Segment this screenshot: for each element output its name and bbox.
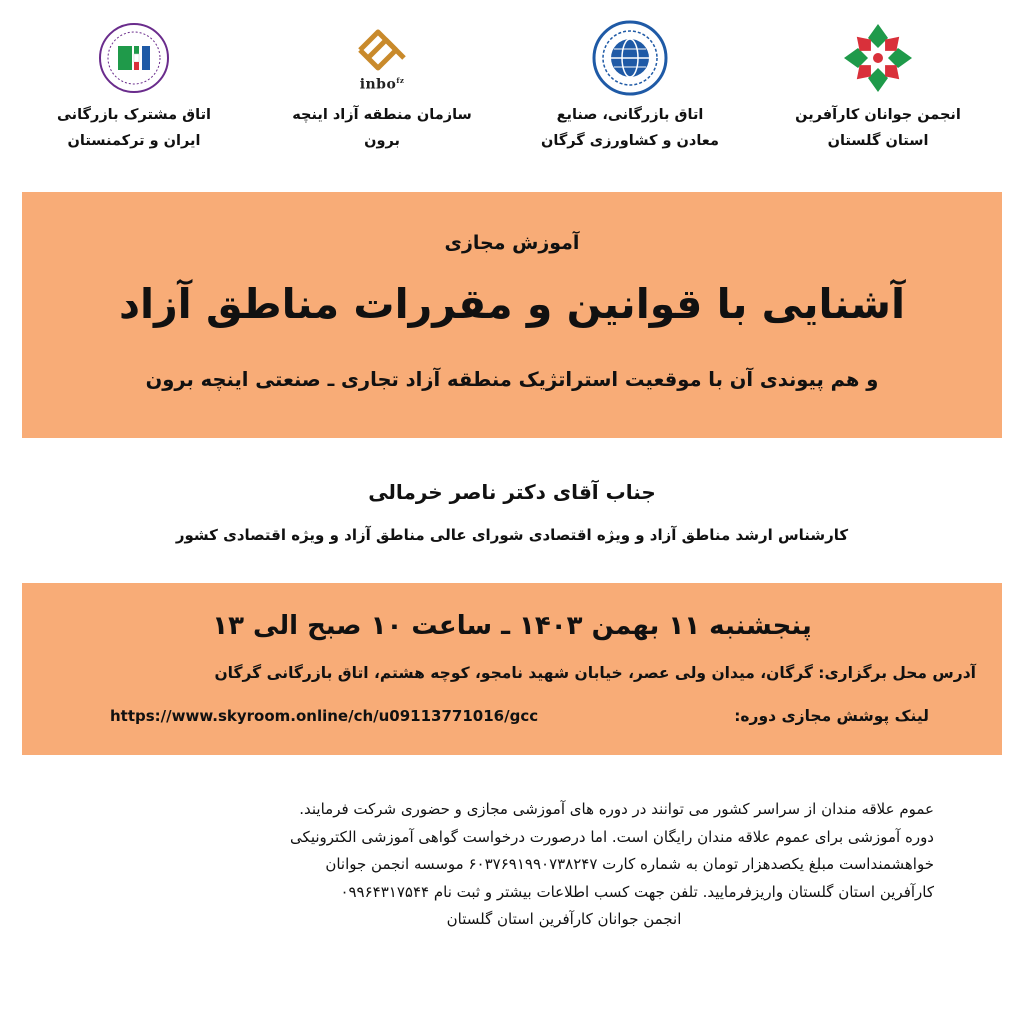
event-link-url[interactable]: https://www.skyroom.online/ch/u09113771016/gcc bbox=[110, 707, 539, 725]
iran-turkmenistan-chamber-logo-icon bbox=[96, 20, 172, 96]
org-young-entrepreneurs bbox=[768, 14, 988, 154]
org-name-line2: استان گلستان bbox=[827, 133, 929, 149]
speaker-name: جناب آقای دکتر ناصر خرمالی bbox=[368, 480, 656, 504]
org-name-line2: معادن و کشاورزی گرگان bbox=[541, 133, 719, 149]
event-datetime: پنجشنبه ۱۱ بهمن ۱۴۰۳ ـ ساعت ۱۰ صبح الی ۱۳ bbox=[212, 611, 812, 641]
inbo-free-zone-logo-icon bbox=[352, 24, 412, 76]
inbo-logo-text: inbo$^{fz}$ bbox=[359, 75, 405, 93]
course-kicker: آموزش مجازی bbox=[444, 232, 580, 254]
org-chamber-gorgan bbox=[520, 14, 740, 154]
chamber-of-commerce-globe-logo-icon bbox=[591, 19, 669, 97]
org-name-line2: ایران و ترکمنستان bbox=[67, 133, 201, 149]
young-entrepreneurs-flower-logo-icon bbox=[838, 18, 918, 98]
course-title: آشنایی با قوانین و مقررات مناطق آزاد bbox=[118, 280, 906, 328]
speaker-title: کارشناس ارشد مناطق آزاد و ویژه اقتصادی شورای عالی مناطق آزاد و ویژه اقتصادی کشور bbox=[175, 526, 849, 544]
org-iran-turkmenistan-chamber bbox=[24, 14, 244, 154]
course-subtitle: و هم پیوندی آن با موقعیت استراتژیک منطقه آزاد تجاری ـ صنعتی اینچه برون bbox=[145, 368, 879, 391]
title-band bbox=[22, 192, 1002, 438]
notes-line: انجمن جوانان کارآفرین استان گلستان bbox=[446, 910, 682, 928]
event-address: آدرس محل برگزاری: گرگان، میدان ولی عصر، خیابان شهید نامجو، کوچه هشتم، اتاق بازرگانی گرگان bbox=[214, 664, 976, 682]
notes-line: عموم علاقه مندان از سراسر کشور می توانند در دوره های آموزشی مجازی و حضوری شرکت فرمایند. bbox=[299, 800, 934, 818]
event-link-label: لینک پوشش مجازی دوره: bbox=[734, 707, 929, 725]
notes-line: خواهشمنداست مبلغ یکصدهزار تومان به شماره کارت ۶۰۳۷۶۹۱۹۹۰۷۳۸۲۴۷ موسسه انجمن جوانان bbox=[325, 855, 934, 873]
org-name-line1: اتاق مشترک بازرگانی bbox=[56, 107, 211, 123]
notes-line: کارآفرین استان گلستان واریزفرمایید. تلفن جهت کسب اطلاعات بیشتر و ثبت نام ۰۹۹۶۴۳۱۷۵۴۴ bbox=[340, 882, 934, 901]
registration-notes bbox=[74, 796, 934, 934]
org-name-line1: انجمن جوانان کارآفرین bbox=[795, 107, 961, 123]
notes-line: دوره آموزشی برای عموم علاقه مندان رایگان است. اما درصورت درخواست گواهی آموزشی الکترونیکی bbox=[290, 827, 934, 846]
org-name-line1: سازمان منطقه آزاد اینچه برون bbox=[292, 107, 472, 149]
org-inchebroun-free-zone bbox=[272, 14, 492, 154]
org-name-line1: اتاق بازرگانی، صنایع bbox=[556, 107, 704, 123]
